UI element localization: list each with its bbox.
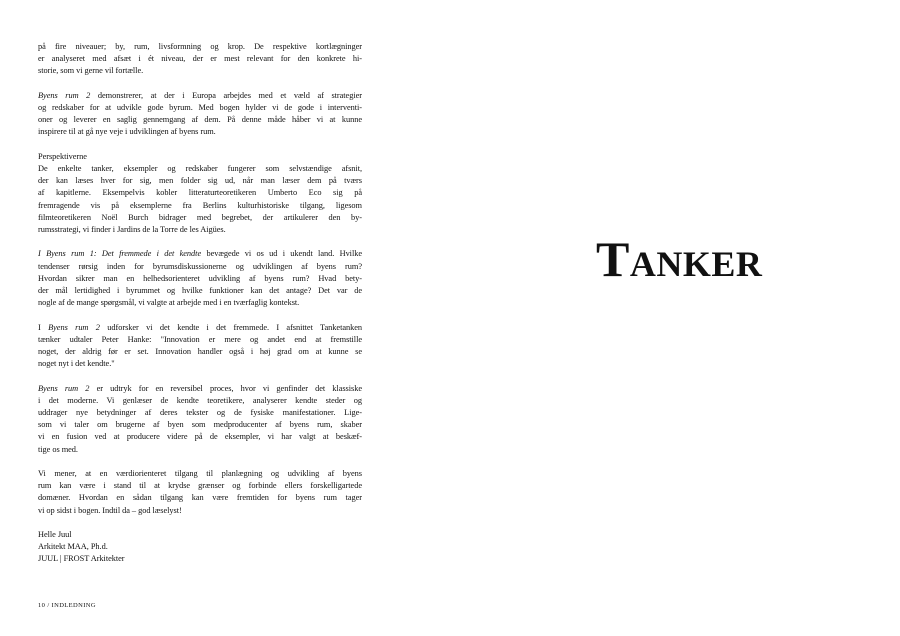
author-firm: JUUL | FROST Arkitekter <box>38 554 125 564</box>
text-run: demonstrerer, at der i Europa arbejdes med et væld af strategier <box>90 90 362 100</box>
text-run: bevægede vi os ud i ukendt land. Hvilke <box>201 249 362 259</box>
author-name: Helle Juul <box>38 530 72 540</box>
text-line: og redskaber for at udvikle gode byrum. Med bogen hylder vi de gode i interventi- <box>38 103 362 112</box>
text-line: Vi mener, at en værdiorienteret tilgang til planlægning og udvikling af byens <box>38 469 362 479</box>
text-line: noget nyt i det kendte." <box>38 359 115 369</box>
text-line: filmteoretikeren Noël Burch bidrager med begrebet, der artikulerer den by- <box>38 212 362 222</box>
paragraph-1 <box>38 41 362 78</box>
text-line: vi en fusion ved at producere videre på de eksempler, vi har valgt at beskæf- <box>38 432 362 442</box>
text-line: som vi taler om brugerne af byen som medproducenter af byens rum, skaber <box>38 420 362 430</box>
text-line: rumsstrategi, vi finder i Jardins de la Torre de les Aigües. <box>38 225 226 235</box>
section-heading: Perspektiverne <box>38 151 87 161</box>
text-line: i det moderne. Vi genlæser de kendte teoretikere, analyserer kendte steder og <box>38 395 362 405</box>
author-title: Arkitekt MAA, Ph.d. <box>38 542 108 552</box>
text-line: tendenser rørsig inden for byrumsdiskussionerne og udviklingen af byens rum? <box>38 261 362 271</box>
text-line: domæner. Hvordan en sådan tilgang kan være fremtiden for byens rum tager <box>38 493 362 503</box>
text-line: De enkelte tanker, eksempler og redskaber fungerer som selvstændige afsnit, <box>38 164 362 173</box>
paragraph-2 <box>38 90 362 139</box>
text-run: I <box>38 322 49 332</box>
book-title-italic: Byens rum 2 <box>38 383 90 393</box>
text-line: noget, der aldrig før er set. Innovation handler også i høj grad om at kunne se <box>38 347 362 357</box>
book-title-italic: I Byens rum 1: Det fremmede i det kendte <box>38 249 202 259</box>
text-run: er udtryk for en reversibel proces, hvor vi genfinder det klassiske <box>89 383 362 393</box>
text-line: på fire niveauer; by, rum, livsformning og krop. De respektive kortlægninger <box>38 42 362 51</box>
paragraph-3 <box>38 151 362 236</box>
text-line: inspirere til at gå nye veje i udviklingen af byens rum. <box>38 127 216 137</box>
paragraph-4 <box>38 248 362 309</box>
page-footer: 10 / INDLEDNING <box>38 602 96 609</box>
signature-block <box>38 529 362 566</box>
text-line: tænker udtaler Peter Hanke: "Innovation er mere og andet end at fremstille <box>38 334 362 344</box>
book-title-italic: Byens rum 2 <box>38 90 91 100</box>
text-line: der kan læses hver for sig, men folder sig ud, når man læser dem på tværs <box>38 176 362 186</box>
chapter-title <box>596 231 763 287</box>
text-line: oner og leverer en saglig gennemgang af dem. På denne måde håber vi at kunne <box>38 115 362 125</box>
paragraph-6 <box>38 383 362 456</box>
book-title-italic: Byens rum 2 <box>48 322 100 332</box>
text-line <box>38 248 362 260</box>
text-line <box>38 383 362 395</box>
paragraph-7 <box>38 468 362 517</box>
chapter-title-initial: T <box>596 231 630 287</box>
text-line: uddrager nye betydninger af deres tekster og de fysiske manifestationer. Lige- <box>38 408 362 418</box>
paragraph-5 <box>38 322 362 371</box>
text-line: der mål lertidighed i byrummet og hvilke funktioner kan det antage? Det var de <box>38 286 362 296</box>
text-line: fremragende vis på eksemplerne fra Berlins kulturhistoriske tilgang, ligesom <box>38 200 362 210</box>
chapter-title-rest: ANKER <box>629 244 763 284</box>
text-line: vi op sidst i bogen. Indtil da – god læselyst! <box>38 505 182 515</box>
text-line: er analyseret med afsæt i ét niveau, der er mest relevant for den konkrete hi- <box>38 54 362 64</box>
text-line <box>38 322 362 334</box>
text-line: storie, som vi gerne vil fortælle. <box>38 66 144 76</box>
left-page-text <box>38 41 362 566</box>
text-line: Hvordan sikrer man en helhedsorienteret udvikling af byens rum? Hvad bety- <box>38 273 362 283</box>
text-run: udforsker vi det kendte i det fremmede. I afsnittet Tanketanken <box>99 322 363 332</box>
text-line: rum kan være i stand til at krydse grænser og forbinde ellers forskelligartede <box>38 481 362 491</box>
text-line: tige os med. <box>38 444 78 454</box>
text-line: af kapitlerne. Eksempelvis kobler litteraturteoretikeren Umberto Eco sig på <box>38 188 362 198</box>
text-line: nogle af de mange spørgsmål, vi valgte at arbejde med i en tværfaglig kontekst. <box>38 298 300 308</box>
text-line <box>38 90 362 102</box>
